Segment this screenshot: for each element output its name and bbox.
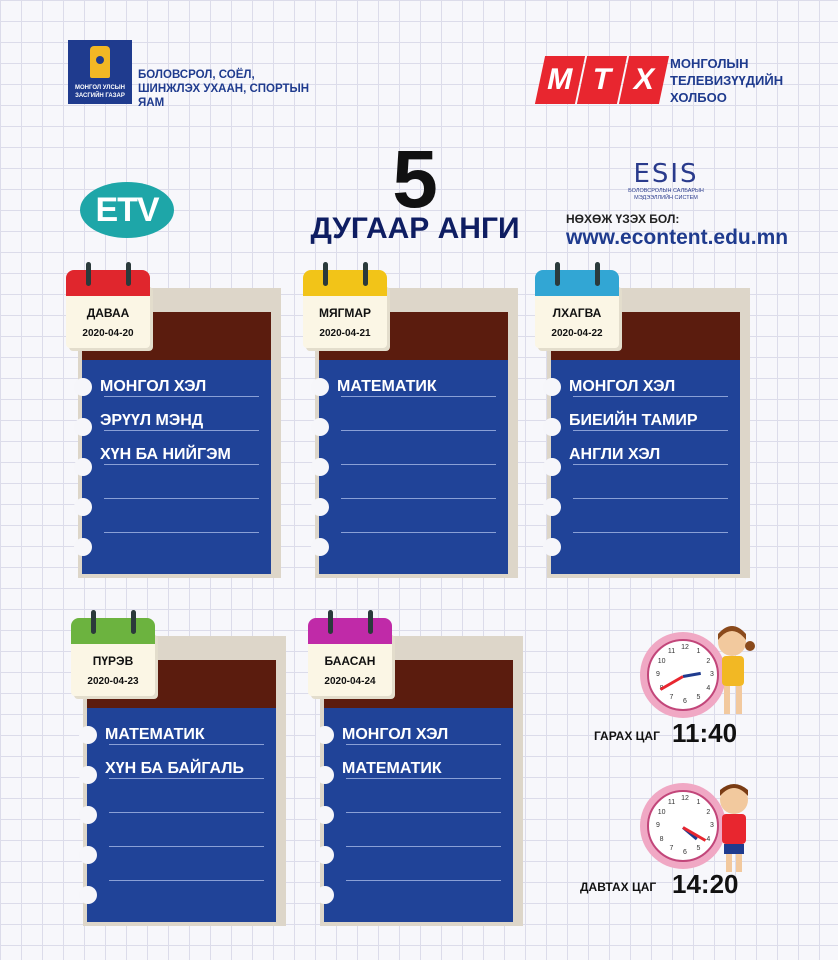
day-card bbox=[535, 262, 750, 582]
mtx-name-line-1: МОНГОЛЫН bbox=[670, 56, 749, 71]
clock-number: 4 bbox=[706, 835, 711, 843]
subject-label: ХҮН БА НИЙГЭМ bbox=[100, 446, 231, 463]
boy-icon bbox=[712, 780, 756, 880]
mtx-letter-3: Х bbox=[619, 56, 669, 104]
broadcast-time: 11:40 bbox=[672, 718, 738, 748]
day-card bbox=[308, 610, 523, 930]
card-hole bbox=[316, 846, 334, 864]
card-line bbox=[341, 464, 496, 465]
esis-subtitle: БОЛОВСРОЛЫН САЛБАРЫН МЭДЭЭЛЛИЙН СИСТЕМ bbox=[628, 188, 704, 201]
clock-number: 9 bbox=[656, 822, 660, 829]
subject-label: МАТЕМАТИК bbox=[337, 378, 437, 395]
clock-number: 6 bbox=[683, 849, 687, 856]
day-name: ДАВАА bbox=[86, 306, 130, 320]
subject-label: МОНГОЛ ХЭЛ bbox=[569, 378, 676, 395]
tag-color-band bbox=[535, 270, 619, 296]
tag-color-band bbox=[308, 618, 392, 644]
ring-icon bbox=[595, 262, 600, 286]
clock-number: 3 bbox=[710, 671, 714, 678]
card-hole bbox=[74, 418, 92, 436]
card-line bbox=[341, 498, 496, 499]
ministry-name: БОЛОВСРОЛ, СОЁЛ, ШИНЖЛЭХ УХААН, СПОРТЫН ЯАМ bbox=[138, 69, 310, 109]
clock-number: 10 bbox=[657, 657, 666, 665]
clock-number: 10 bbox=[657, 808, 666, 816]
day-card bbox=[71, 610, 286, 930]
subject-label: МОНГОЛ ХЭЛ bbox=[342, 726, 449, 743]
card-hole bbox=[311, 418, 329, 436]
esis-logo-text: ESIS bbox=[633, 159, 699, 189]
ring-icon bbox=[368, 610, 373, 634]
card-line bbox=[109, 812, 264, 813]
card-hole bbox=[79, 806, 97, 824]
card-hole bbox=[316, 886, 334, 904]
etv-logo: ETV bbox=[80, 182, 174, 238]
day-date: 2020-04-23 bbox=[87, 676, 139, 687]
clock-number: 7 bbox=[669, 694, 674, 702]
card-hole bbox=[316, 726, 334, 744]
repeat-time: 14:20 bbox=[672, 869, 739, 899]
card-line bbox=[104, 498, 259, 499]
day-tag bbox=[66, 262, 150, 348]
card-line bbox=[573, 532, 728, 533]
subject-label: АНГЛИ ХЭЛ bbox=[569, 446, 661, 463]
card-hole bbox=[311, 458, 329, 476]
day-tag bbox=[303, 262, 387, 348]
econtent-link[interactable]: www.econtent.edu.mn bbox=[566, 226, 789, 249]
card-line bbox=[341, 430, 496, 431]
card-line bbox=[104, 430, 259, 431]
card-line bbox=[346, 880, 501, 881]
emblem-text: МОНГОЛ УЛСЫН ЗАСГИЙН ГАЗАР bbox=[75, 85, 125, 99]
ring-icon bbox=[131, 610, 136, 634]
repeat-time-label: ДАВТАХ ЦАГ bbox=[580, 880, 657, 894]
card-line bbox=[109, 880, 264, 881]
mtx-logo bbox=[540, 56, 664, 106]
card-hole bbox=[543, 538, 561, 556]
esis-logo bbox=[623, 160, 709, 202]
subject-label: МАТЕМАТИК bbox=[342, 760, 442, 777]
mtx-name-line-2: ТЕЛЕВИЗҮҮДИЙН bbox=[670, 73, 784, 88]
clock-number: 2 bbox=[706, 657, 711, 665]
broadcast-time-label: ГАРАХ ЦАГ bbox=[594, 729, 660, 743]
card-hole bbox=[311, 538, 329, 556]
card-line bbox=[573, 396, 728, 397]
subject-label: ХҮН БА БАЙГАЛЬ bbox=[105, 760, 244, 777]
day-name: ЛХАГВА bbox=[552, 306, 602, 320]
mtx-letter-1: М bbox=[535, 56, 585, 104]
subject-label: МОНГОЛ ХЭЛ bbox=[100, 378, 207, 395]
day-date: 2020-04-20 bbox=[82, 328, 134, 339]
card-line bbox=[341, 396, 496, 397]
tag-color-band bbox=[303, 270, 387, 296]
card-hole bbox=[74, 498, 92, 516]
card-hole bbox=[311, 498, 329, 516]
card-line bbox=[341, 532, 496, 533]
day-name: МЯГМАР bbox=[318, 306, 372, 320]
card-line bbox=[573, 430, 728, 431]
day-date: 2020-04-24 bbox=[324, 676, 376, 687]
clock-number: 11 bbox=[667, 647, 676, 655]
clock-number: 4 bbox=[706, 684, 711, 692]
card-hole bbox=[316, 766, 334, 784]
card-line bbox=[104, 396, 259, 397]
card-line bbox=[346, 778, 501, 779]
subject-label: МАТЕМАТИК bbox=[105, 726, 205, 743]
card-line bbox=[104, 464, 259, 465]
card-line bbox=[104, 532, 259, 533]
clock-number: 11 bbox=[667, 798, 676, 806]
clock-number: 9 bbox=[656, 671, 660, 678]
card-line bbox=[573, 498, 728, 499]
card-hole bbox=[543, 418, 561, 436]
clock-number: 7 bbox=[669, 845, 674, 853]
clock-number: 8 bbox=[659, 835, 664, 843]
card-hole bbox=[79, 886, 97, 904]
card-hole bbox=[79, 846, 97, 864]
card-line bbox=[346, 812, 501, 813]
clock-number: 1 bbox=[696, 647, 701, 655]
day-card bbox=[66, 262, 281, 582]
clock-number: 6 bbox=[683, 698, 687, 705]
ring-icon bbox=[363, 262, 368, 286]
card-line bbox=[109, 744, 264, 745]
day-name: БААСАН bbox=[324, 654, 376, 668]
clock-number: 12 bbox=[681, 644, 689, 651]
clock-number: 3 bbox=[710, 822, 714, 829]
grade-number: 5 bbox=[392, 134, 438, 225]
day-date: 2020-04-21 bbox=[319, 328, 371, 339]
clock-number: 5 bbox=[696, 694, 701, 702]
card-line bbox=[346, 744, 501, 745]
card-hole bbox=[79, 766, 97, 784]
soyombo-icon bbox=[90, 46, 110, 78]
mtx-letter-2: Т bbox=[577, 56, 627, 104]
subject-label: БИЕИЙН ТАМИР bbox=[569, 412, 698, 429]
clock-number: 5 bbox=[696, 845, 701, 853]
card-hole bbox=[543, 498, 561, 516]
card-hole bbox=[74, 538, 92, 556]
day-date: 2020-04-22 bbox=[551, 328, 603, 339]
girl-icon bbox=[710, 622, 758, 722]
ring-icon bbox=[328, 610, 333, 634]
ring-icon bbox=[555, 262, 560, 286]
ring-icon bbox=[91, 610, 96, 634]
card-hole bbox=[543, 458, 561, 476]
government-emblem-logo bbox=[68, 40, 132, 104]
card-line bbox=[109, 778, 264, 779]
card-line bbox=[109, 846, 264, 847]
clock-number: 12 bbox=[681, 795, 689, 802]
card-hole bbox=[543, 378, 561, 396]
tag-color-band bbox=[66, 270, 150, 296]
mtx-name bbox=[670, 55, 783, 106]
tag-color-band bbox=[71, 618, 155, 644]
watch-label: НӨХӨЖ ҮЗЭХ БОЛ: bbox=[566, 212, 680, 226]
card-line bbox=[573, 464, 728, 465]
clock-number: 2 bbox=[706, 808, 711, 816]
day-tag bbox=[71, 610, 155, 696]
ring-icon bbox=[126, 262, 131, 286]
mtx-name-line-3: ХОЛБОО bbox=[670, 90, 727, 105]
subject-label: ЭРҮҮЛ МЭНД bbox=[100, 412, 204, 429]
ring-icon bbox=[323, 262, 328, 286]
grade-label: ДУГААР АНГИ bbox=[310, 212, 520, 245]
ring-icon bbox=[86, 262, 91, 286]
day-card bbox=[303, 262, 518, 582]
clock-number: 1 bbox=[696, 798, 701, 806]
day-tag bbox=[535, 262, 619, 348]
card-hole bbox=[74, 378, 92, 396]
card-hole bbox=[79, 726, 97, 744]
day-tag bbox=[308, 610, 392, 696]
card-hole bbox=[311, 378, 329, 396]
card-hole bbox=[74, 458, 92, 476]
card-line bbox=[346, 846, 501, 847]
day-name: ПҮРЭВ bbox=[92, 654, 134, 668]
card-hole bbox=[316, 806, 334, 824]
